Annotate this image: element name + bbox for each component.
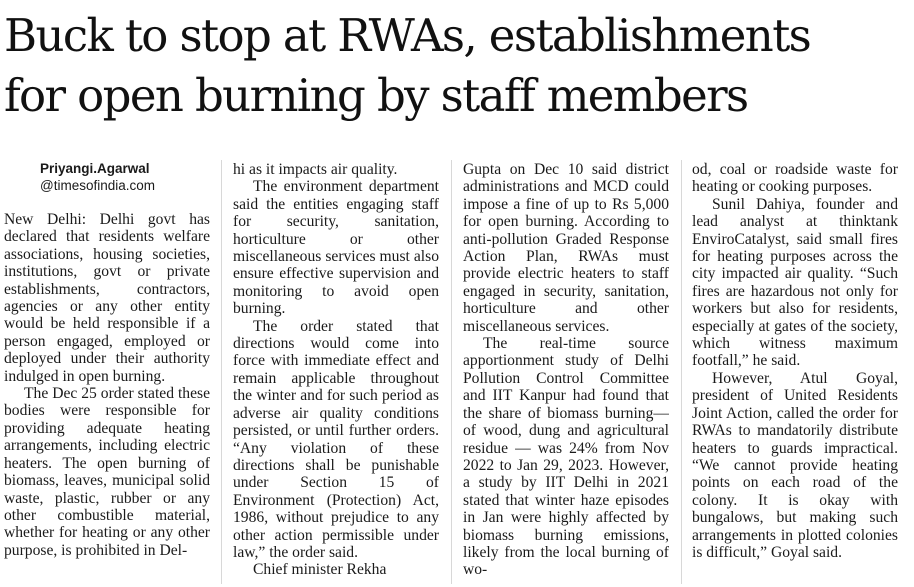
- article-column-2: [233, 161, 439, 585]
- article-column-3: [463, 161, 669, 585]
- article-paragraph: The environment department said the entities engaging staff for security, sanitation, horticulture or other miscellaneous services must also ensure effective supervision and monitoring to avoid open burning.: [233, 178, 439, 318]
- article-paragraph: The order stated that directions would come into force with immediate effect and remain applicable throughout the winter and for such period as adverse air quality conditions persisted, or until further orders. “Any violation of these directions shall be punishable under Section 15 of Environment (Protection) Act, 1986, without prejudice to any other action permissible under law,” the order said.: [233, 317, 439, 561]
- byline-handle: @timesofindia.com: [40, 178, 155, 193]
- article-paragraph: Gupta on Dec 10 said district administrations and MCD could impose a fine of up to Rs 5,000 for open burning. According to anti-pollution Graded Response Action Plan, RWAs must provide electric heaters to staff engaged in security, sanitation, horticulture and other miscellaneous services.: [463, 161, 669, 335]
- headline-line-1: Buck to stop at RWAs, establishments: [4, 9, 811, 62]
- byline-author: Priyangi.Agarwal: [40, 161, 150, 176]
- column-divider: [681, 160, 682, 584]
- article-paragraph: The Dec 25 order stated these bodies were responsible for providing adequate heating arrangements, including electric heaters. The open burning of biomass, leaves, municipal solid waste, plastic, rubber or any other combustible material, whether for heating or any other purpose, is prohibited in Del-: [4, 385, 210, 559]
- article-paragraph: The real-time source apportionment study of Delhi Pollution Control Committee and IIT Kanpur had found that the share of biomass burning—of wood, dung and agricultural residue — was 24% from Nov 2022 to Jan 29, 2023. However, a study by IIT Delhi in 2021 stated that winter haze episodes in Jan were highly affected by biomass burning emissions, likely from the local burning of wo-: [463, 335, 669, 579]
- article-paragraph: hi as it impacts air quality.: [233, 161, 398, 178]
- article-column-4: [692, 161, 898, 585]
- article-paragraph: Chief minister Rekha: [253, 561, 387, 579]
- article-paragraph: However, Atul Goyal, president of United Residents Joint Action, called the order for RWAs to mandatorily distribute heaters to guards impractical. “We cannot provide heating points on each road of the colony. It is okay with bungalows, but making such arrangements in plotted colonies is difficult,” Goyal said.: [692, 369, 898, 561]
- article-paragraph: Sunil Dahiya, founder and lead analyst at thinktank EnviroCatalyst, said small fires for heating purposes across the city impacted air quality. “Such fires are hazardous not only for workers but also for residents, especially at gates of the society, which witness maximum footfall,” he said.: [692, 195, 898, 370]
- article-column-1: [4, 211, 210, 585]
- article-paragraph: New Delhi: Delhi govt has declared that residents welfare associations, housing societies, institutions, govt or private establishments, contractors, agencies or any other entity would be held responsible if a person engaged, employed or deployed under their authority indulged in open burning.: [4, 211, 210, 385]
- column-divider: [221, 160, 222, 584]
- article-paragraph: od, coal or roadside waste for heating or cooking purposes.: [692, 161, 898, 196]
- headline-line-2: for open burning by staff members: [4, 69, 748, 122]
- column-divider: [451, 160, 452, 584]
- headline: [4, 6, 910, 126]
- byline: [40, 160, 210, 194]
